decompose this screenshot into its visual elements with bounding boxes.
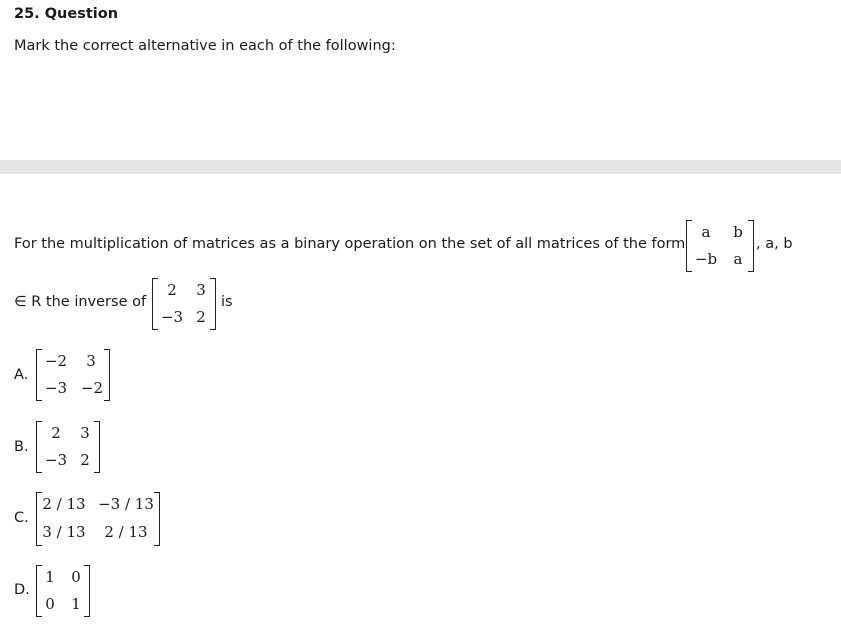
question-text-line2: ∈ R the inverse of	[14, 294, 147, 310]
matrix-cell: 3	[86, 352, 96, 370]
matrix-cell: b	[733, 223, 743, 241]
section-divider	[0, 160, 841, 174]
option-b-letter[interactable]: B.	[14, 439, 29, 455]
matrix-cell: 2 / 13	[104, 523, 148, 541]
matrix-cell: 3 / 13	[42, 523, 86, 541]
matrix-cell: 0	[45, 595, 55, 613]
form-matrix	[686, 220, 754, 272]
option-d-matrix[interactable]	[36, 565, 90, 617]
matrix-cell: 0	[71, 568, 81, 586]
matrix-cell: −3	[44, 451, 68, 469]
matrix-cell: 1	[71, 595, 81, 613]
given-matrix	[152, 278, 216, 330]
question-text-line1: For the multiplication of matrices as a binary operation on the set of all matrices of the form	[14, 236, 686, 252]
matrix-cell: a	[733, 250, 743, 268]
matrix-cell: 3	[80, 424, 90, 442]
matrix-cell: 1	[45, 568, 55, 586]
option-a-matrix[interactable]	[36, 349, 110, 401]
option-d-letter[interactable]: D.	[14, 582, 30, 598]
matrix-cell: −2	[80, 379, 104, 397]
matrix-cell: 2 / 13	[42, 495, 86, 513]
option-c-letter[interactable]: C.	[14, 510, 29, 526]
matrix-cell: −3	[160, 308, 184, 326]
matrix-cell: −b	[694, 250, 718, 268]
matrix-cell: −2	[44, 352, 68, 370]
question-text-ab: , a, b	[756, 236, 793, 252]
matrix-cell: −3 / 13	[98, 495, 154, 513]
matrix-cell: 3	[196, 281, 206, 299]
question-instruction: Mark the correct alternative in each of the following:	[14, 38, 396, 54]
matrix-cell: a	[701, 223, 711, 241]
question-title: 25. Question	[14, 6, 119, 22]
option-c-matrix[interactable]	[36, 492, 160, 546]
matrix-cell: 2	[80, 451, 90, 469]
matrix-cell: 2	[167, 281, 177, 299]
matrix-cell: 2	[51, 424, 61, 442]
matrix-cell: 2	[196, 308, 206, 326]
question-text-is: is	[221, 294, 233, 310]
matrix-cell: −3	[44, 379, 68, 397]
option-a-letter[interactable]: A.	[14, 367, 29, 383]
option-b-matrix[interactable]	[36, 421, 100, 473]
